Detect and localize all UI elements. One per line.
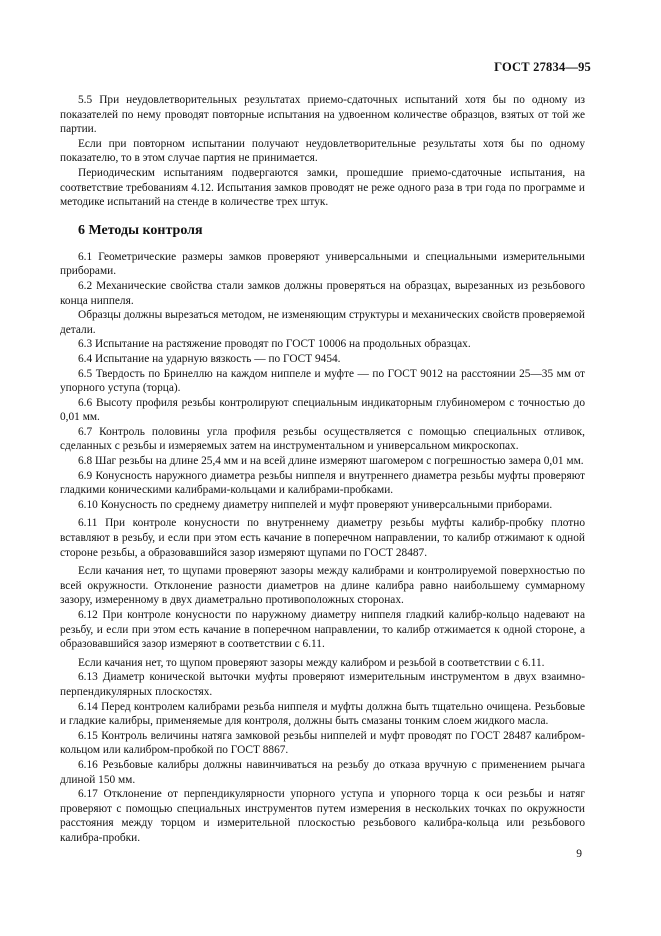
paragraph-6-10: 6.10 Конусность по среднему диаметру ниппелей и муфт проверяют универсальными приборами. bbox=[78, 498, 553, 511]
paragraph-6-1: 6.1 Геометрические размеры замков проверяют универсальными и специальными измерительными приборами. bbox=[60, 250, 585, 278]
paragraph-6-2: 6.2 Механические свойства стали замков должны проверяться на образцах, вырезанных из резьбового конца ниппеля. bbox=[60, 279, 585, 307]
paragraph-6-2-samples: Образцы должны вырезаться методом, не изменяющим структуры и механических свойств проверяемой детали. bbox=[60, 309, 585, 336]
paragraph-6-12-no-swing: Если качания нет, то щупом проверяют зазоры между калибром и резьбой в соответствии с 6.11. bbox=[78, 656, 545, 669]
paragraph-periodic-tests: Периодическим испытаниям подвергаются замки, прошедшие приемо-сдаточные испытания, на соответствие требованиям 4.12. Испытания замков проводят не реже одного раза в три года по программе и методике испытаний на стенде в количестве трех штук. bbox=[60, 166, 585, 209]
paragraph-6-11-no-swing: Если качания нет, то щупами проверяют зазоры между калибрами и контролируемой поверхностью по всей окружности. Отклонение разности диаметров на длине калибра равно наибольшему суммарному зазору, измеренному в двух диаметрально противоположных сторонах. bbox=[60, 565, 585, 607]
paragraph-6-7: 6.7 Контроль половины угла профиля резьбы осуществляется с помощью специальных отливок, сделанных с резьбы и измеряемых затем на инструментальном и универсальном микроскопах. bbox=[60, 425, 585, 453]
paragraph-6-13: 6.13 Диаметр конической выточки муфты проверяют измерительным инструментом в двух взаимно-перпендикулярных плоскостях. bbox=[60, 671, 585, 698]
paragraph-6-6: 6.6 Высоту профиля резьбы контролируют специальным индикаторным глубиномером с точностью до 0,01 мм. bbox=[60, 396, 585, 424]
paragraph-6-8: 6.8 Шаг резьбы на длине 25,4 мм и на всей длине измеряют шагомером с погрешностью замера 0,01 мм. bbox=[78, 455, 584, 468]
paragraph-6-14: 6.14 Перед контролем калибрами резьба ниппеля и муфты должна быть тщательно очищена. Резьбовые и гладкие калибры, применяемые для контроля, должны быть смазаны тонким слоем жидкого масла. bbox=[60, 700, 585, 728]
paragraph-6-17: 6.17 Отклонение от перпендикулярности упорного уступа и упорного торца к оси резьбы и натяг проверяют с помощью специальных инструментов путем измерения в нескольких точках по окружности расстояния между торцом и измерительной плоскостью резьбового калибра-кольца или резьбового калибра-пробки. bbox=[60, 788, 585, 844]
paragraph-5-5: 5.5 При неудовлетворительных результатах приемо-сдаточных испытаний хотя бы по одному из показателей по нему проводят повторные испытания на удвоенном количестве образцов, взятых от той же партии. bbox=[60, 94, 585, 136]
paragraph-6-15: 6.15 Контроль величины натяга замковой резьбы ниппелей и муфт проводят по ГОСТ 28487 калибром-кольцом или калибром-пробкой по ГОСТ 8867. bbox=[60, 729, 585, 757]
paragraph-6-3: 6.3 Испытание на растяжение проводят по ГОСТ 10006 на продольных образцах. bbox=[78, 338, 471, 351]
paragraph-6-4: 6.4 Испытание на ударную вязкость — по ГОСТ 9454. bbox=[78, 352, 341, 365]
paragraph-5-5-repeat: Если при повторном испытании получают неудовлетворительные результаты хотя бы по одному показателю, то в этом случае партия не принимается. bbox=[60, 137, 585, 165]
paragraph-6-16: 6.16 Резьбовые калибры должны навинчиваться на резьбу до отказа вручную с применением рычага длиной 150 мм. bbox=[60, 758, 585, 786]
document-body bbox=[60, 93, 585, 846]
paragraph-6-5: 6.5 Твердость по Бринеллю на каждом ниппеле и муфте — по ГОСТ 9012 на расстоянии 25—35 мм от упорного уступа (торца). bbox=[60, 367, 585, 395]
paragraph-6-11: 6.11 При контроле конусности по внутреннему диаметру резьбы муфты калибр-пробку плотно вставляют в резьбу, и если при этом есть качание в поперечном направлении, то калибр отжимают к одной стороне резьбы, а образовавшийся зазор измеряют щупами по ГОСТ 28487. bbox=[60, 517, 585, 559]
paragraph-6-12: 6.12 При контроле конусности по наружному диаметру ниппеля гладкий калибр-кольцо надевают на резьбу, и если при этом есть качание в поперечном направлении, то калибр отжимается к одной стороне, а образовавшийся зазор измеряют в соответствии с 6.11. bbox=[60, 609, 585, 651]
paragraph-6-9: 6.9 Конусность наружного диаметра резьбы ниппеля и внутреннего диаметра резьбы муфты проверяют гладкими коническими калибрами-кольцами и калибрами-пробками. bbox=[60, 469, 585, 497]
page-number: 9 bbox=[576, 848, 582, 860]
document-code: ГОСТ 27834—95 bbox=[494, 60, 591, 74]
section-heading: 6 Методы контроля bbox=[78, 222, 203, 238]
